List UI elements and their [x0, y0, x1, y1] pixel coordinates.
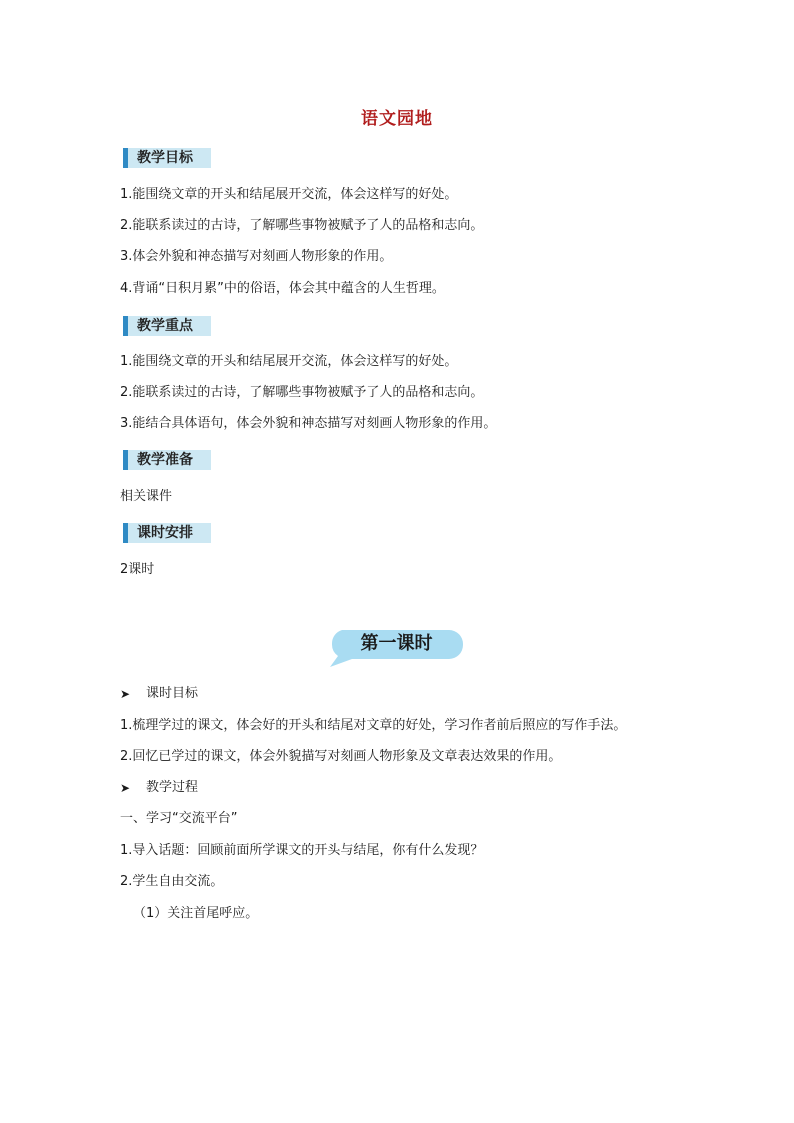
- section-heading-goals: 教学目标: [123, 148, 211, 168]
- goal-item: 4.背诵“日积月累”中的俗语，体会其中蕴含的人生哲理。: [120, 281, 445, 296]
- page-title: 语文园地: [361, 109, 433, 129]
- process-item: 1.导入话题：回顾前面所学课文的开头与结尾，你有什么发现？: [120, 843, 484, 858]
- objective-item: 1.梳理学过的课文，体会好的开头和结尾对文章的好处，学习作者前后照应的写作手法。: [120, 718, 627, 733]
- process-item: （1）关注首尾呼应。: [133, 906, 259, 921]
- section-heading-prep: 教学准备: [123, 450, 211, 470]
- focus-item: 3.能结合具体语句，体会外貌和神态描写对刻画人物形象的作用。: [120, 416, 497, 431]
- lesson-banner-text: 第一课时: [360, 633, 433, 654]
- section-heading-schedule: 课时安排: [123, 523, 211, 543]
- prep-text: 相关课件: [120, 489, 173, 504]
- objectives-heading: 课时目标: [146, 686, 199, 701]
- focus-item: 1.能围绕文章的开头和结尾展开交流，体会这样写的好处。: [120, 354, 458, 369]
- goal-item: 1.能围绕文章的开头和结尾展开交流，体会这样写的好处。: [120, 187, 458, 202]
- goal-item: 2.能联系读过的古诗，了解哪些事物被赋予了人的品格和志向。: [120, 218, 484, 233]
- schedule-text: 2课时: [120, 562, 155, 577]
- goal-item: 3.体会外貌和神态描写对刻画人物形象的作用。: [120, 249, 393, 264]
- section-heading-focus: 教学重点: [123, 316, 211, 336]
- process-heading: 教学过程: [146, 780, 199, 795]
- arrow-bullet-icon: ➤: [120, 687, 131, 701]
- process-item: 一、学习“交流平台”: [120, 811, 238, 826]
- arrow-bullet-icon: ➤: [120, 781, 131, 795]
- objective-item: 2.回忆已学过的课文，体会外貌描写对刻画人物形象及文章表达效果的作用。: [120, 749, 562, 764]
- lesson-banner: [328, 628, 465, 668]
- process-item: 2.学生自由交流。: [120, 874, 224, 889]
- focus-item: 2.能联系读过的古诗，了解哪些事物被赋予了人的品格和志向。: [120, 385, 484, 400]
